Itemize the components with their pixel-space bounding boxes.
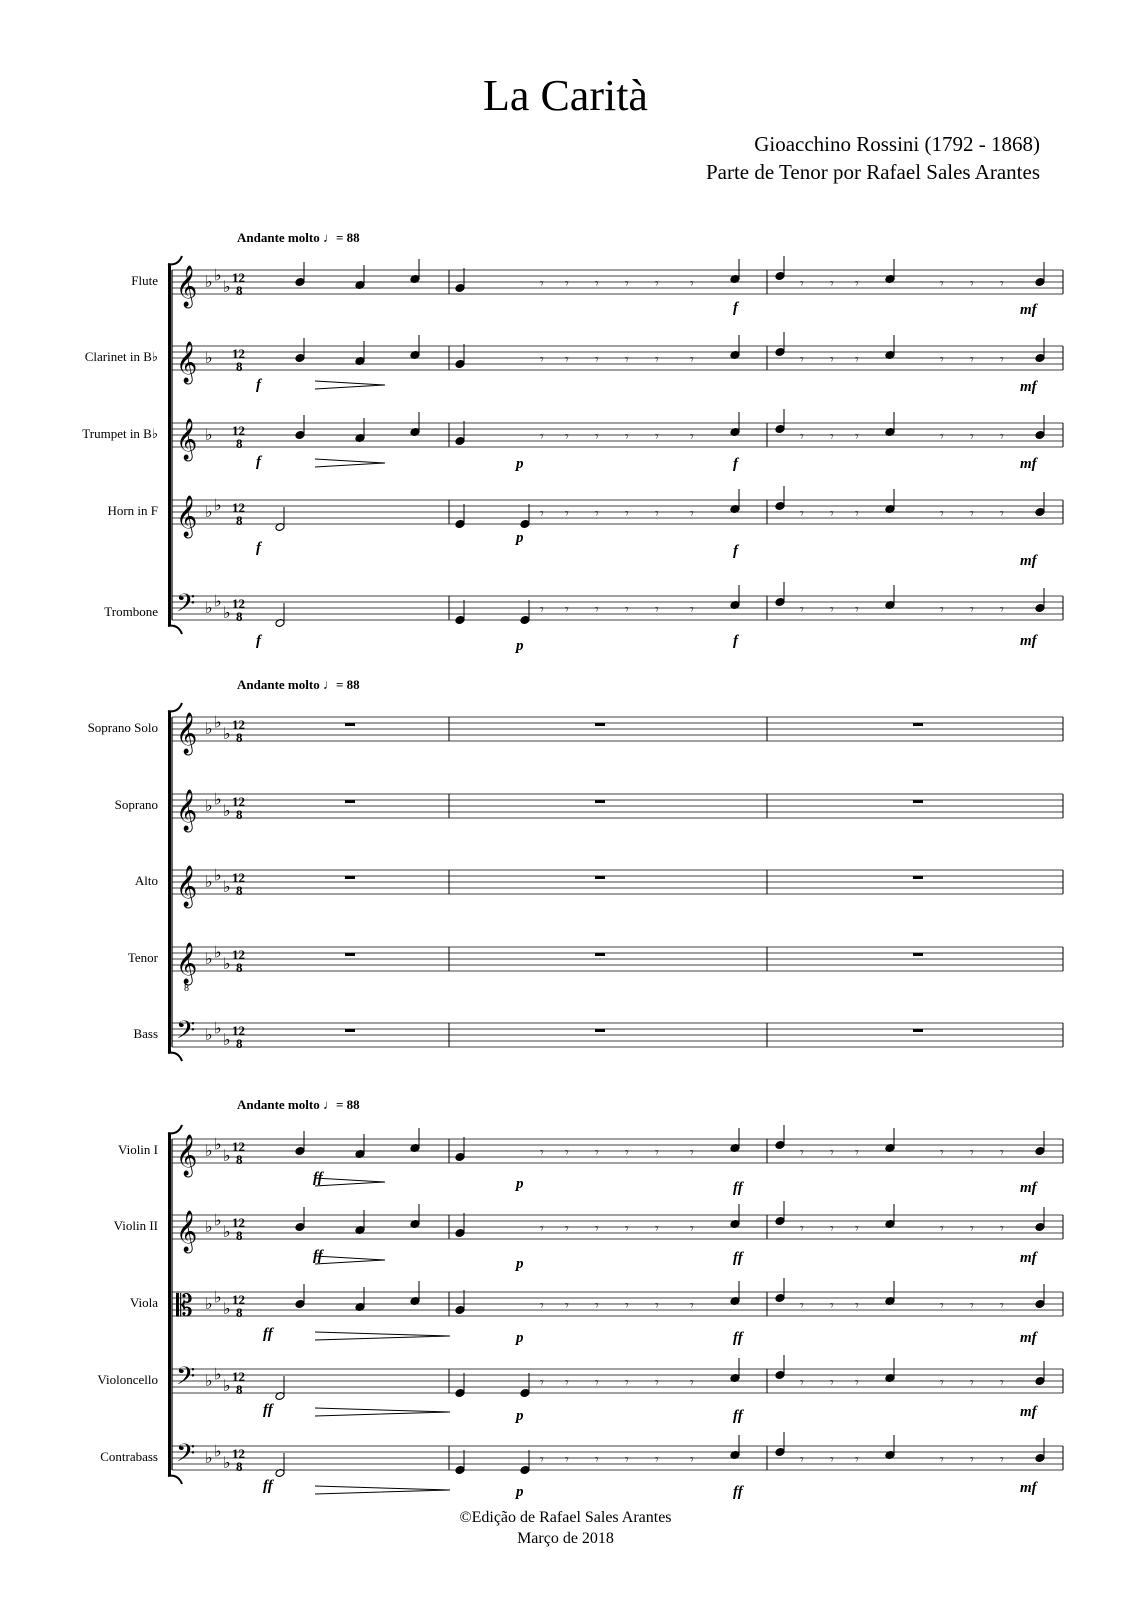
rest-icon: 𝄾	[855, 1298, 859, 1314]
dynamic-flute-f: f	[733, 300, 738, 316]
rest-icon: 𝄾	[1000, 429, 1004, 445]
flat-icon: ♭	[223, 602, 231, 622]
rest-icon: 𝄾	[595, 1375, 599, 1391]
time-signature-numerator: 12	[232, 1446, 245, 1461]
rest-icon: 𝄾	[830, 1221, 834, 1237]
dynamic-violin1-ff: ff	[313, 1170, 323, 1186]
time-signature-denominator: 8	[236, 807, 243, 822]
whole-rest	[595, 953, 605, 956]
flat-icon: ♭	[214, 591, 222, 611]
rest-icon: 𝄾	[565, 1298, 569, 1314]
copyright-notice: ©Edição de Rafael Sales Arantes	[459, 1509, 672, 1526]
flat-icon: ♭	[223, 1298, 231, 1318]
decrescendo-hairpin	[315, 1408, 450, 1416]
rest-icon: 𝄾	[655, 506, 659, 522]
whole-rest	[913, 876, 923, 879]
rest-icon: 𝄾	[595, 1221, 599, 1237]
rest-icon: 𝄾	[540, 1375, 544, 1391]
flat-icon: ♭	[205, 1371, 213, 1390]
rest-icon: 𝄾	[855, 1145, 859, 1161]
rest-icon: 𝄾	[625, 1145, 629, 1161]
tempo-marking-voices: Andante molto ♩= 88	[237, 677, 360, 692]
rest-icon: 𝄾	[625, 352, 629, 368]
dynamic-trumpet-mf: mf	[1020, 456, 1037, 472]
flat-icon: ♭	[205, 1141, 213, 1160]
time-signature-denominator: 8	[236, 1152, 243, 1167]
flat-icon: ♭	[205, 719, 213, 738]
decrescendo-hairpin	[315, 1486, 450, 1494]
rest-icon: 𝄾	[800, 602, 804, 618]
rest-icon: 𝄾	[655, 352, 659, 368]
dynamic-viola-mf: mf	[1020, 1330, 1037, 1346]
dynamic-bass-ff: ff	[263, 1478, 273, 1494]
time-signature-denominator: 8	[236, 960, 243, 975]
rest-icon: 𝄾	[970, 429, 974, 445]
rest-icon: 𝄾	[655, 1298, 659, 1314]
rest-icon: 𝄾	[830, 1298, 834, 1314]
system-bracket	[168, 264, 171, 626]
flat-icon: ♭	[214, 1018, 222, 1038]
time-signature-denominator: 8	[236, 1305, 243, 1320]
rest-icon: 𝄾	[970, 506, 974, 522]
flat-icon: ♭	[214, 712, 222, 732]
staff-label-clarinet: Clarinet in B♭	[84, 349, 158, 364]
flat-icon: ♭	[223, 276, 231, 296]
time-signature-numerator: 12	[232, 423, 245, 438]
time-signature-denominator: 8	[236, 883, 243, 898]
time-signature-numerator: 12	[232, 1023, 245, 1038]
time-signature-numerator: 12	[232, 1139, 245, 1154]
clef-icon: 𝄞	[176, 790, 198, 831]
dynamic-horn-f: f	[256, 540, 261, 556]
flat-icon: ♭	[205, 796, 213, 815]
time-signature-denominator: 8	[236, 730, 243, 745]
dynamic-violin2-mf: mf	[1020, 1250, 1037, 1266]
rest-icon: 𝄾	[565, 602, 569, 618]
rest-icon: 𝄾	[625, 506, 629, 522]
dynamic-trombone-p: p	[516, 638, 524, 654]
dynamic-bass-mf: mf	[1020, 1480, 1037, 1496]
bracket-top-hook	[168, 256, 182, 264]
dynamic-cello-mf: mf	[1020, 1404, 1037, 1420]
rest-icon: 𝄾	[540, 506, 544, 522]
rest-icon: 𝄾	[830, 352, 834, 368]
clef-icon: 𝄢	[176, 1362, 196, 1397]
rest-icon: 𝄾	[655, 276, 659, 292]
time-signature-numerator: 12	[232, 596, 245, 611]
dynamic-viola-ff2: ff	[733, 1330, 743, 1346]
staff-label-viola: Viola	[129, 1295, 158, 1310]
rest-icon: 𝄾	[655, 429, 659, 445]
dynamic-cello-p: p	[516, 1408, 524, 1424]
clef-icon: 𝄢	[176, 589, 196, 624]
whole-rest	[345, 876, 355, 879]
rest-icon: 𝄾	[855, 1375, 859, 1391]
flat-icon: ♭	[205, 272, 213, 291]
time-signature-numerator: 12	[232, 947, 245, 962]
dynamic-bass-ff2: ff	[733, 1484, 743, 1500]
flat-icon: ♭	[223, 876, 231, 896]
whole-rest	[345, 723, 355, 726]
dynamic-flute-mf: mf	[1020, 302, 1037, 318]
rest-icon: 𝄾	[540, 1145, 544, 1161]
rest-icon: 𝄾	[830, 1375, 834, 1391]
rest-icon: 𝄾	[690, 352, 694, 368]
rest-icon: 𝄾	[855, 276, 859, 292]
clef-icon: 𝄞	[176, 713, 198, 754]
rest-icon: 𝄾	[970, 602, 974, 618]
whole-rest	[913, 723, 923, 726]
whole-rest	[345, 1029, 355, 1032]
flat-icon: ♭	[205, 949, 213, 968]
rest-icon: 𝄾	[800, 352, 804, 368]
flat-icon: ♭	[214, 942, 222, 962]
tempo-marking-strings: Andante molto ♩= 88	[237, 1097, 360, 1112]
clef-icon: 𝄞	[176, 1211, 198, 1252]
dynamic-violin1-p: p	[516, 1176, 524, 1192]
rest-icon: 𝄾	[800, 506, 804, 522]
rest-icon: 𝄾	[940, 429, 944, 445]
edition-date: Março de 2018	[517, 1530, 614, 1547]
dynamic-trumpet-f2: f	[733, 456, 738, 472]
staff-label-contrabass: Contrabass	[100, 1449, 158, 1464]
rest-icon: 𝄾	[540, 602, 544, 618]
rest-icon: 𝄾	[690, 602, 694, 618]
rest-icon: 𝄾	[565, 1452, 569, 1468]
composer-credit: Gioacchino Rossini (1792 - 1868)	[754, 132, 1040, 156]
rest-icon: 𝄾	[1000, 602, 1004, 618]
flat-icon: ♭	[205, 348, 213, 367]
flat-icon: ♭	[214, 1364, 222, 1384]
dynamic-horn-p: p	[516, 530, 524, 546]
dynamic-violin1-mf: mf	[1020, 1180, 1037, 1196]
dynamic-cello-ff2: ff	[733, 1408, 743, 1424]
flat-icon: ♭	[214, 265, 222, 285]
bracket-top-hook	[168, 1125, 182, 1133]
dynamic-violin2-p: p	[516, 1256, 524, 1272]
time-signature-numerator: 12	[232, 717, 245, 732]
dynamic-trombone-f: f	[256, 633, 261, 649]
rest-icon: 𝄾	[940, 1145, 944, 1161]
time-signature-numerator: 12	[232, 870, 245, 885]
rest-icon: 𝄾	[855, 429, 859, 445]
whole-rest	[913, 1029, 923, 1032]
arranger-credit: Parte de Tenor por Rafael Sales Arantes	[705, 160, 1040, 184]
rest-icon: 𝄾	[1000, 1452, 1004, 1468]
rest-icon: 𝄾	[595, 602, 599, 618]
rest-icon: 𝄾	[690, 1375, 694, 1391]
rest-icon: 𝄾	[625, 276, 629, 292]
rest-icon: 𝄾	[800, 1221, 804, 1237]
octave-eight-mark: 8	[184, 983, 189, 994]
rest-icon: 𝄾	[800, 1375, 804, 1391]
decrescendo-hairpin	[315, 459, 385, 467]
rest-icon: 𝄾	[540, 352, 544, 368]
rest-icon: 𝄾	[540, 1452, 544, 1468]
flat-icon: ♭	[205, 1294, 213, 1313]
flat-icon: ♭	[223, 800, 231, 820]
time-signature-denominator: 8	[236, 283, 243, 298]
clef-icon: 𝄞	[176, 1135, 198, 1176]
rest-icon: 𝄾	[970, 1452, 974, 1468]
rest-icon: 𝄾	[625, 1298, 629, 1314]
rest-icon: 𝄾	[595, 429, 599, 445]
rest-icon: 𝄾	[565, 1221, 569, 1237]
time-signature-numerator: 12	[232, 1369, 245, 1384]
time-signature-denominator: 8	[236, 1036, 243, 1051]
rest-icon: 𝄾	[1000, 506, 1004, 522]
decrescendo-hairpin	[315, 381, 385, 389]
rest-icon: 𝄾	[970, 1221, 974, 1237]
staff-label-trombone: Trombone	[104, 604, 158, 619]
rest-icon: 𝄾	[655, 1452, 659, 1468]
clef-icon: 𝄡	[176, 1289, 193, 1324]
rest-icon: 𝄾	[830, 1452, 834, 1468]
whole-rest	[595, 800, 605, 803]
system-bracket	[168, 1133, 171, 1476]
dynamic-violin1-ff2: ff	[733, 1180, 743, 1196]
bracket-bottom-hook	[168, 1053, 182, 1061]
rest-icon: 𝄾	[940, 352, 944, 368]
staff-label-soprano-solo: Soprano Solo	[87, 720, 158, 735]
rest-icon: 𝄾	[1000, 1298, 1004, 1314]
rest-icon: 𝄾	[1000, 1221, 1004, 1237]
time-signature-denominator: 8	[236, 436, 243, 451]
flat-icon: ♭	[205, 425, 213, 444]
staff-label-violin-2: Violin II	[113, 1218, 158, 1233]
rest-icon: 𝄾	[690, 429, 694, 445]
rest-icon: 𝄾	[595, 506, 599, 522]
flat-icon: ♭	[223, 1375, 231, 1395]
rest-icon: 𝄾	[1000, 1375, 1004, 1391]
rest-icon: 𝄾	[690, 506, 694, 522]
rest-icon: 𝄾	[800, 1452, 804, 1468]
rest-icon: 𝄾	[690, 1298, 694, 1314]
system-bracket	[168, 711, 171, 1053]
staff-label-flute: Flute	[131, 273, 158, 288]
rest-icon: 𝄾	[1000, 1145, 1004, 1161]
flat-icon: ♭	[223, 953, 231, 973]
clef-icon: 𝄞	[176, 866, 198, 907]
rest-icon: 𝄾	[625, 1375, 629, 1391]
rest-icon: 𝄾	[690, 276, 694, 292]
flat-icon: ♭	[214, 1287, 222, 1307]
flat-icon: ♭	[214, 1441, 222, 1461]
rest-icon: 𝄾	[855, 352, 859, 368]
dynamic-cello-ff: ff	[263, 1402, 273, 1418]
bracket-top-hook	[168, 703, 182, 711]
dynamic-trumpet-f: f	[256, 454, 261, 470]
decrescendo-hairpin	[315, 1178, 385, 1186]
whole-rest	[345, 953, 355, 956]
flat-icon: ♭	[214, 789, 222, 809]
rest-icon: 𝄾	[830, 602, 834, 618]
clef-icon: 𝄢	[176, 1439, 196, 1474]
flat-icon: ♭	[214, 865, 222, 885]
rest-icon: 𝄾	[655, 1145, 659, 1161]
rest-icon: 𝄾	[565, 1145, 569, 1161]
dynamic-horn-f2: f	[733, 543, 738, 559]
rest-icon: 𝄾	[970, 1298, 974, 1314]
staff-label-alto: Alto	[134, 873, 158, 888]
whole-rest	[913, 800, 923, 803]
rest-icon: 𝄾	[565, 276, 569, 292]
staff-label-soprano: Soprano	[114, 797, 158, 812]
clef-icon: 𝄞	[176, 266, 198, 307]
flat-icon: ♭	[214, 495, 222, 515]
rest-icon: 𝄾	[540, 1298, 544, 1314]
rest-icon: 𝄾	[800, 1145, 804, 1161]
time-signature-denominator: 8	[236, 1459, 243, 1474]
rest-icon: 𝄾	[800, 1298, 804, 1314]
rest-icon: 𝄾	[625, 1221, 629, 1237]
flat-icon: ♭	[205, 502, 213, 521]
rest-icon: 𝄾	[625, 429, 629, 445]
clef-icon: 𝄞	[176, 496, 198, 537]
bracket-bottom-hook	[168, 626, 182, 634]
rest-icon: 𝄾	[690, 1452, 694, 1468]
flat-icon: ♭	[223, 1452, 231, 1472]
flat-icon: ♭	[205, 598, 213, 617]
rest-icon: 𝄾	[655, 1221, 659, 1237]
rest-icon: 𝄾	[970, 1145, 974, 1161]
rest-icon: 𝄾	[1000, 352, 1004, 368]
flat-icon: ♭	[223, 1221, 231, 1241]
rest-icon: 𝄾	[540, 429, 544, 445]
dynamic-trombone-f2: f	[733, 633, 738, 649]
time-signature-denominator: 8	[236, 1228, 243, 1243]
flat-icon: ♭	[205, 872, 213, 891]
time-signature-denominator: 8	[236, 359, 243, 374]
rest-icon: 𝄾	[625, 602, 629, 618]
rest-icon: 𝄾	[800, 276, 804, 292]
staff-label-trumpet: Trumpet in B♭	[82, 426, 158, 441]
rest-icon: 𝄾	[940, 1221, 944, 1237]
dynamic-violin2-ff2: ff	[733, 1250, 743, 1266]
dynamic-clarinet-mf: mf	[1020, 379, 1037, 395]
flat-icon: ♭	[205, 1448, 213, 1467]
dynamic-viola-ff: ff	[263, 1326, 273, 1342]
flat-icon: ♭	[214, 1210, 222, 1230]
rest-icon: 𝄾	[595, 276, 599, 292]
whole-rest	[345, 800, 355, 803]
rest-icon: 𝄾	[800, 429, 804, 445]
clef-icon: 𝄞	[176, 342, 198, 383]
rest-icon: 𝄾	[565, 506, 569, 522]
dynamic-violin2-ff: ff	[313, 1248, 323, 1264]
dynamic-clarinet-f: f	[256, 377, 261, 393]
rest-icon: 𝄾	[595, 1145, 599, 1161]
time-signature-denominator: 8	[236, 513, 243, 528]
time-signature-denominator: 8	[236, 609, 243, 624]
rest-icon: 𝄾	[830, 506, 834, 522]
rest-icon: 𝄾	[690, 1145, 694, 1161]
clef-icon: 𝄢	[176, 1016, 196, 1051]
dynamic-horn-mf: mf	[1020, 553, 1037, 569]
flat-icon: ♭	[223, 1145, 231, 1165]
time-signature-numerator: 12	[232, 500, 245, 515]
score-title: La Carità	[483, 71, 648, 120]
rest-icon: 𝄾	[970, 1375, 974, 1391]
rest-icon: 𝄾	[595, 1298, 599, 1314]
dynamic-trombone-mf: mf	[1020, 633, 1037, 649]
rest-icon: 𝄾	[970, 352, 974, 368]
rest-icon: 𝄾	[855, 602, 859, 618]
whole-rest	[913, 953, 923, 956]
flat-icon: ♭	[214, 1134, 222, 1154]
rest-icon: 𝄾	[540, 1221, 544, 1237]
bracket-bottom-hook	[168, 1476, 182, 1484]
clef-icon: 𝄞	[176, 943, 198, 984]
staff-label-violoncello: Violoncello	[97, 1372, 158, 1387]
staff-label-violin-1: Violin I	[117, 1142, 158, 1157]
rest-icon: 𝄾	[565, 1375, 569, 1391]
time-signature-denominator: 8	[236, 1382, 243, 1397]
staff-label-horn: Horn in F	[107, 503, 158, 518]
decrescendo-hairpin	[315, 1332, 450, 1340]
dynamic-viola-p: p	[516, 1330, 524, 1346]
flat-icon: ♭	[223, 1029, 231, 1049]
flat-icon: ♭	[205, 1217, 213, 1236]
rest-icon: 𝄾	[830, 276, 834, 292]
rest-icon: 𝄾	[830, 1145, 834, 1161]
tempo-marking-winds: Andante molto ♩= 88	[237, 230, 360, 245]
clef-icon: 𝄞	[176, 419, 198, 460]
rest-icon: 𝄾	[830, 429, 834, 445]
time-signature-numerator: 12	[232, 1292, 245, 1307]
rest-icon: 𝄾	[565, 429, 569, 445]
rest-icon: 𝄾	[855, 1221, 859, 1237]
rest-icon: 𝄾	[540, 276, 544, 292]
rest-icon: 𝄾	[940, 602, 944, 618]
time-signature-numerator: 12	[232, 794, 245, 809]
flat-icon: ♭	[205, 1025, 213, 1044]
staff-label-tenor: Tenor	[127, 950, 158, 965]
rest-icon: 𝄾	[940, 1298, 944, 1314]
rest-icon: 𝄾	[690, 1221, 694, 1237]
time-signature-numerator: 12	[232, 1215, 245, 1230]
rest-icon: 𝄾	[565, 352, 569, 368]
rest-icon: 𝄾	[595, 352, 599, 368]
rest-icon: 𝄾	[855, 506, 859, 522]
whole-rest	[595, 1029, 605, 1032]
rest-icon: 𝄾	[655, 602, 659, 618]
time-signature-numerator: 12	[232, 346, 245, 361]
whole-rest	[595, 723, 605, 726]
staff-label-bass: Bass	[133, 1026, 158, 1041]
rest-icon: 𝄾	[625, 1452, 629, 1468]
dynamic-trumpet-p: p	[516, 456, 524, 472]
rest-icon: 𝄾	[940, 506, 944, 522]
rest-icon: 𝄾	[655, 1375, 659, 1391]
dynamic-bass-p: p	[516, 1484, 524, 1500]
rest-icon: 𝄾	[855, 1452, 859, 1468]
time-signature-numerator: 12	[232, 270, 245, 285]
rest-icon: 𝄾	[940, 1452, 944, 1468]
rest-icon: 𝄾	[940, 1375, 944, 1391]
rest-icon: 𝄾	[940, 276, 944, 292]
decrescendo-hairpin	[315, 1256, 385, 1264]
rest-icon: 𝄾	[595, 1452, 599, 1468]
rest-icon: 𝄾	[970, 276, 974, 292]
flat-icon: ♭	[223, 723, 231, 743]
whole-rest	[595, 876, 605, 879]
rest-icon: 𝄾	[1000, 276, 1004, 292]
